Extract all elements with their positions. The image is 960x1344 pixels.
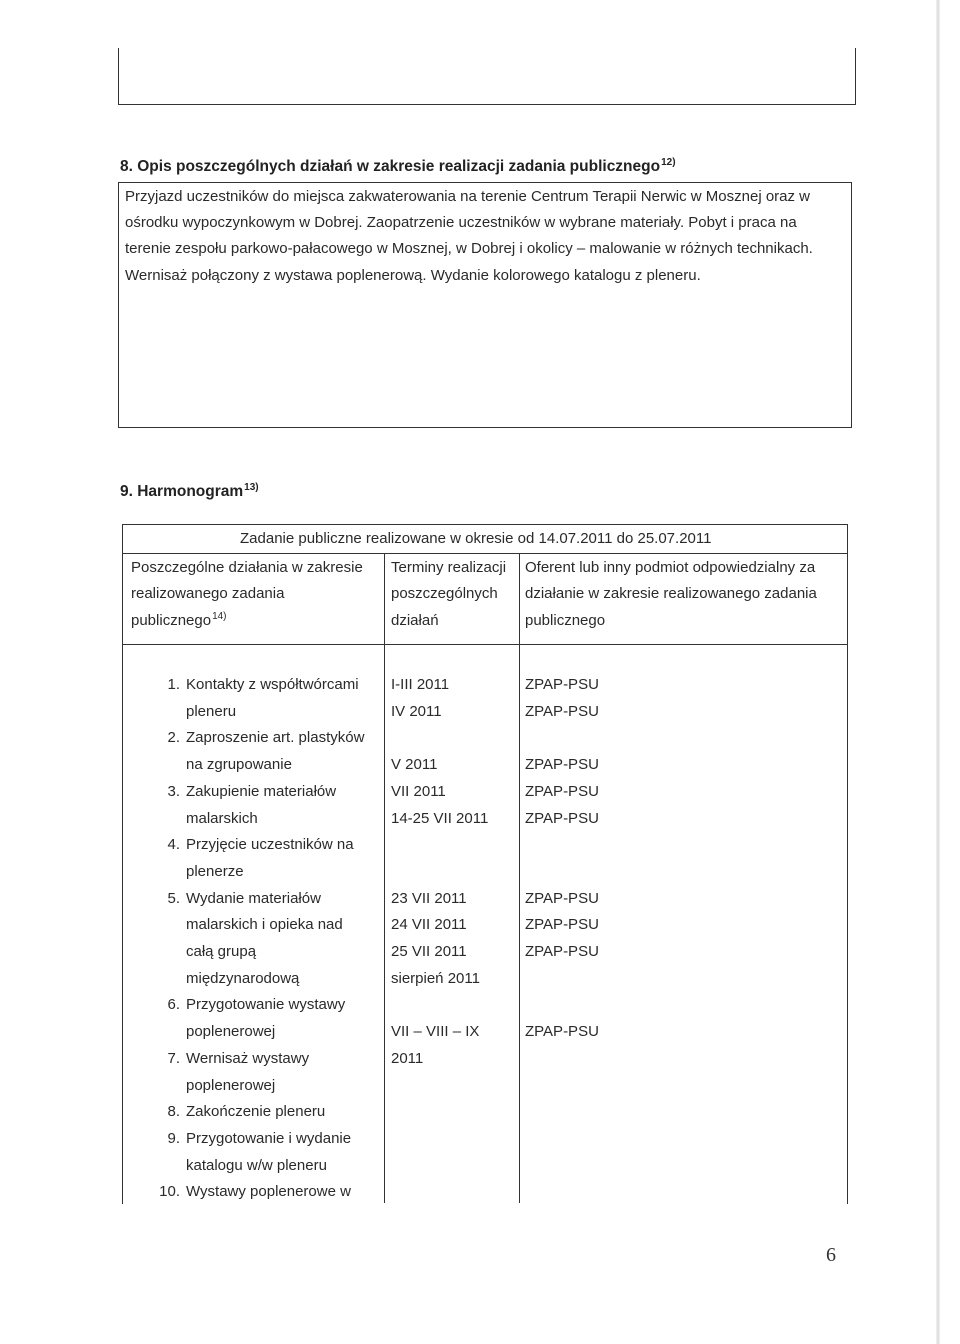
activity-text: Zakończenie pleneru [186, 1103, 326, 1121]
responsible-text: ZPAP-PSU [525, 809, 599, 827]
header-activities-line: Poszczególne działania w zakresie [131, 559, 363, 576]
activity-text: na zgrupowanie [186, 756, 292, 774]
footnote-ref-12: 12) [661, 156, 676, 168]
row-number: 7. [167, 1049, 180, 1067]
column-divider [384, 553, 385, 1203]
date-text: IV 2011 [391, 702, 442, 720]
row-number: 1. [167, 676, 180, 693]
section-8-title [120, 158, 676, 176]
date-text: sierpień 2011 [391, 969, 480, 987]
footnote-ref-14: 14) [212, 611, 227, 622]
activity-text: plenerze [186, 862, 244, 880]
section-8-description-box [118, 182, 852, 428]
activity-text: malarskich i opieka nad [186, 916, 343, 934]
activity-text: Kontakty z współtwórcami [186, 676, 359, 693]
responsible-text: ZPAP-PSU [525, 889, 599, 907]
responsible-text: ZPAP-PSU [525, 943, 599, 960]
responsible-text: ZPAP-PSU [525, 702, 599, 720]
responsible-text: ZPAP-PSU [525, 756, 599, 774]
table-left-border [122, 644, 123, 1204]
activity-text: międzynarodową [186, 969, 300, 987]
responsible-text: ZPAP-PSU [525, 676, 599, 693]
date-text: V 2011 [391, 756, 438, 774]
activity-text: Przygotowanie i wydanie [186, 1129, 352, 1147]
description-line: terenie zespołu parkowo-pałacowego w Mosznej, w Dobrej i okolicy – malowanie w różnych technikach. [125, 240, 813, 257]
scan-edge [936, 0, 940, 1344]
date-text: 23 VII 2011 [391, 889, 467, 907]
column-divider [519, 553, 520, 1203]
description-line: Przyjazd uczestników do miejsca zakwaterowania na terenie Centrum Terapii Nerwic w Mosznej oraz w [125, 188, 810, 205]
responsible-text: ZPAP-PSU [525, 916, 599, 934]
responsible-text: ZPAP-PSU [525, 1023, 599, 1041]
section-9-title-text: 9. Harmonogram [120, 483, 244, 500]
header-dates-line: poszczególnych [391, 585, 498, 602]
row-number: 8. [167, 1103, 180, 1121]
header-responsible-line: działanie w zakresie realizowanego zadania [525, 585, 817, 602]
table-rule [122, 553, 848, 554]
footnote-ref-13: 13) [244, 481, 259, 493]
row-number: 4. [167, 836, 180, 854]
activity-text: Wystawy poplenerowe w [186, 1183, 351, 1201]
activity-text: malarskich [186, 809, 258, 827]
date-text: VII – VIII – IX [391, 1023, 480, 1041]
activity-text: poplenerowej [186, 1023, 276, 1041]
row-number: 3. [167, 782, 180, 800]
responsible-text: ZPAP-PSU [525, 782, 599, 800]
header-responsible-line: Oferent lub inny podmiot odpowiedzialny za [525, 559, 816, 576]
date-text: 2011 [391, 1049, 424, 1067]
previous-section-box [118, 48, 856, 105]
section-9-title [120, 483, 259, 501]
row-number: 6. [167, 996, 180, 1014]
header-activities-line [131, 612, 227, 629]
date-text: 25 VII 2011 [391, 943, 467, 960]
activity-text: poplenerowej [186, 1076, 276, 1094]
activity-text: całą grupą [186, 943, 257, 960]
row-number: 10. [159, 1183, 180, 1201]
description-line: Wernisaż połączony z wystawa poplenerową. Wydanie kolorowego katalogu z pleneru. [125, 267, 701, 284]
table-right-border [847, 644, 848, 1204]
activity-text: Zakupienie materiałów [186, 782, 337, 800]
table-rule [122, 644, 848, 645]
header-activities-line: realizowanego zadania [131, 585, 285, 602]
row-number: 9. [167, 1129, 180, 1147]
activity-text: pleneru [186, 702, 237, 720]
description-line: ośrodku wypoczynkowym w Dobrej. Zaopatrzenie uczestników w wybrane materiały. Pobyt i praca na [125, 214, 797, 231]
activity-text: Przygotowanie wystawy [186, 996, 346, 1014]
date-text: I-III 2011 [391, 676, 450, 693]
header-dates-line: Terminy realizacji [391, 559, 507, 576]
header-activities-text: publicznego [131, 612, 212, 629]
date-text: VII 2011 [391, 782, 446, 800]
date-text: 14-25 VII 2011 [391, 809, 489, 827]
activity-text: katalogu w/w pleneru [186, 1156, 327, 1174]
period-text: Zadanie publiczne realizowane w okresie od 14.07.2011 do 25.07.2011 [240, 530, 712, 547]
row-number: 2. [167, 729, 180, 747]
activity-text: Przyjęcie uczestników na [186, 836, 354, 854]
section-8-title-text: 8. Opis poszczególnych działań w zakresie realizacji zadania publicznego [120, 158, 661, 175]
activity-text: Zaproszenie art. plastyków [186, 729, 365, 747]
header-responsible-line: publicznego [525, 612, 606, 629]
activity-text: Wydanie materiałów [186, 889, 321, 907]
header-dates-line: działań [391, 612, 439, 629]
activity-text: Wernisaż wystawy [186, 1049, 310, 1067]
row-number: 5. [167, 889, 180, 907]
page-number: 6 [826, 1244, 836, 1266]
date-text: 24 VII 2011 [391, 916, 467, 934]
